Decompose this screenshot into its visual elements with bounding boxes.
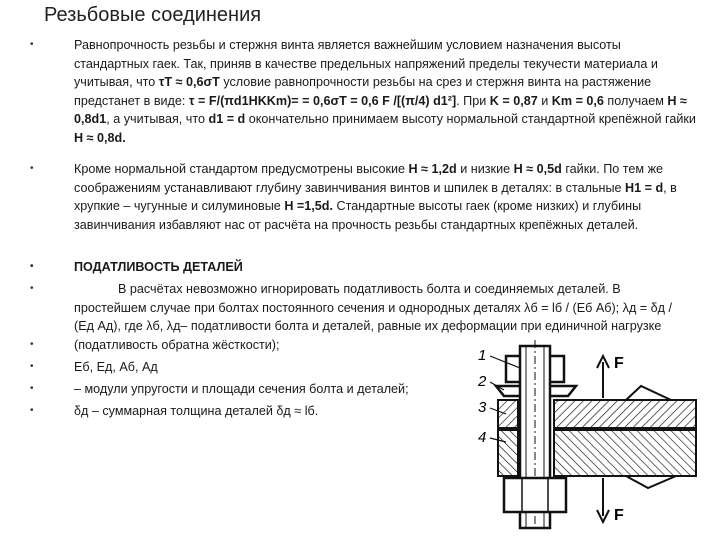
text-segment: Равнопрочность резьбы и стержня винта является важнейшим условием назначения высоты стандартных гаек. Так, приняв в качестве предельных напряжений пределы текучести материала и учитывая, что [74,38,658,90]
formula-segment: H ≈ 0,5d [513,162,562,176]
bullet-moduli-desc: • – модули упругости и площади сечения болта и деталей; [30,380,698,402]
force-label-bottom: F [614,507,624,524]
text-segment: , в хрупкие – чугунные и силуминовые [74,180,677,214]
text-segment: Стандартные высоты гаек (кроме низких) и глубины завинчивания избавляют нас от расчёта на прочность резьбы стандартных крепёжных деталей. [74,199,642,232]
bolt-head [504,478,566,512]
formula-segment: H ≈ 0,8d1 [74,93,687,127]
slide-title: Резьбовые соединения [44,4,262,26]
bullet-heading-compliance: • ПОДАТЛИВОСТЬ ДЕТАЛЕЙ [30,258,698,280]
formula-segment: H1 = d [625,180,664,195]
bullet-moduli-symbols: • Еб, Ед, Аб, Ад [30,358,698,380]
formula-segment: τT ≈ 0,6σT [158,75,220,90]
bullet-compliance-note: • (податливость обратна жёсткости); [30,336,698,358]
force-arrow-down [597,478,609,522]
text-segment: гайки. По тем же соображениям устанавливают глубину завинчивания винтов и шпилек в деталях: в стальные [74,162,664,195]
text-segment: , а учитывая, что [106,112,209,127]
text-segment: и низкие [456,162,514,176]
text-segment: . При [456,93,490,108]
formula-segment: H ≈ 1,2d [408,162,457,176]
text-segment: условие равнопрочности резьбы на срез и стержня винта на растяжение предстанет в виде: [74,75,652,108]
formula-segment: K = 0,87 [489,93,538,108]
text-segment: получаем [603,93,668,108]
callout-label-4: 4 [478,429,487,446]
callout-label-3: 3 [478,399,487,416]
callout-label-1: 1 [478,347,487,364]
text-segment: В расчётах невозможно игнорировать податливость болта и соединяемых деталей. В простейшем случае при болтах постоянного сечения и однородных деталях λб = lб / (Еб Аб); λд = δд / (Ед Ад), где λб, λд– податливости болта и деталей, равные их деформации при единичной нагрузке [74,282,673,334]
force-label-top: F [614,355,624,372]
formula-segment: Km = 0,6 [551,93,604,108]
formula-segment: H =1,5d. [284,199,333,214]
bullet-compliance-text [30,280,694,336]
formula-segment: d1 = d [208,112,246,127]
text-segment: Кроме нормальной стандартом предусмотрены высокие [74,162,409,176]
callout-label-2: 2 [478,373,487,390]
formula-segment: τ = F/(πd1HKKm)= = 0,6σT = 0,6 F /[(π/4) d1²] [188,93,457,108]
bolt-joint-drawing [476,338,704,534]
force-arrow-up [597,356,609,398]
text-segment: окончательно принимаем высоту нормальной стандартной крепёжной гайки [245,112,696,127]
bullet-equal-strength [30,36,698,160]
formula-segment: H ≈ 0,8d. [74,130,126,145]
bullet-nut-heights [30,160,698,258]
bullet-thickness: • δд – суммарная толщина деталей δд ≈ lб. [30,402,698,424]
text-segment: и [537,93,552,108]
